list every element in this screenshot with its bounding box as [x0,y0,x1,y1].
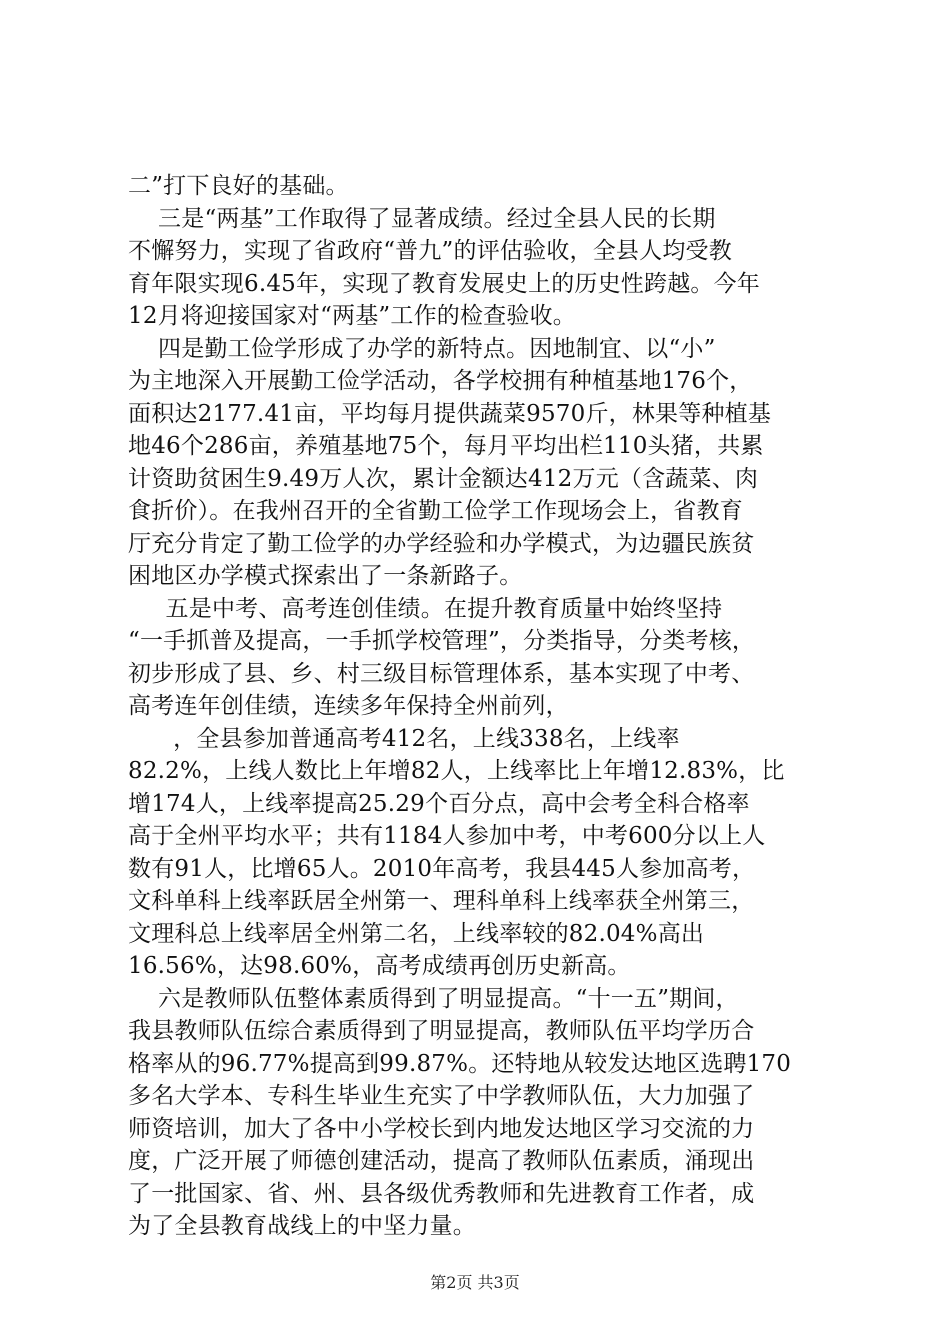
text-line: 三是“两基”工作取得了显著成绩。经过全县人民的长期 [128,205,716,232]
text-line: 为了全县教育战线上的中坚力量。 [128,1213,476,1239]
text-line: 四是勤工俭学形成了办学的新特点。因地制宜、以“小” [128,335,716,362]
text-line: 12月将迎接国家对“两基”工作的检查验收。 [128,303,576,329]
text-line: 多名大学本、专科生毕业生充实了中学教师队伍，大力加强了 [128,1083,755,1109]
text-line: ，全县参加普通高考412名，上线338名，上线率 [128,725,680,752]
text-line: 文理科总上线率居全州第二名，上线率较的82.04%高出 [128,920,705,947]
page-footer: 第2页 共3页 [430,1273,520,1292]
text-line: 面积达2177.41亩，平均每月提供蔬菜9570斤，林果等种植基 [128,400,772,427]
text-line: 格率从的96.77%提高到99.87%。还特地从较发达地区选聘170 [128,1050,792,1077]
text-line: 我县教师队伍综合素质得到了明显提高，教师队伍平均学历合 [128,1018,755,1044]
text-line: 高于全州平均水平；共有1184人参加中考，中考600分以上人 [128,823,766,849]
text-line: 食折价）。在我州召开的全省勤工俭学工作现场会上，省教育 [128,498,743,524]
text-line: 困地区办学模式探索出了一条新路子。 [128,563,523,589]
text-line: 育年限实现6.45年，实现了教育发展史上的历史性跨越。今年 [128,270,761,297]
text-line: 二”打下良好的基础。 [128,173,349,199]
document-body [128,170,838,1243]
text-line: 五是中考、高考连创佳绩。在提升教育质量中始终坚持 [128,595,723,622]
text-line: 不懈努力，实现了省政府“普九”的评估验收，全县人均受教 [128,238,732,264]
text-line: 厅充分肯定了勤工俭学的办学经验和办学模式，为边疆民族贫 [128,530,755,557]
text-line: 文科单科上线率跃居全州第一、理科单科上线率获全州第三， [128,888,755,914]
text-line: 82.2%，上线人数比上年增82人，上线率比上年增12.83%，比 [128,758,785,784]
text-line: 为主地深入开展勤工俭学活动，各学校拥有种植基地176个， [128,368,753,394]
text-line: “一手抓普及提高，一手抓学校管理”，分类指导，分类考核， [128,628,756,654]
text-line: 度，广泛开展了师德创建活动，提高了教师队伍素质，涌现出 [128,1148,755,1174]
text-line: 师资培训，加大了各中小学校长到内地发达地区学习交流的力 [128,1115,755,1142]
text-line: 初步形成了县、乡、村三级目标管理体系，基本实现了中考、 [128,660,755,687]
text-line: 计资助贫困生9.49万人次，累计金额达412万元（含蔬菜、肉 [128,465,759,492]
text-line: 高考连年创佳绩，连续多年保持全州前列， [128,693,569,719]
text-line: 增174人，上线率提高25.29个百分点，高中会考全科合格率 [128,790,750,817]
text-line: 数有91人，比增65人。2010年高考，我县445人参加高考， [128,855,756,882]
text-line: 六是教师队伍整体素质得到了明显提高。“十一五”期间， [128,985,739,1012]
text-line: 16.56%，达98.60%，高考成绩再创历史新高。 [128,953,631,979]
text-line: 地46个286亩，养殖基地75个，每月平均出栏110头猪，共累 [128,433,764,459]
text-line: 了一批国家、省、州、县各级优秀教师和先进教育工作者，成 [128,1180,755,1207]
